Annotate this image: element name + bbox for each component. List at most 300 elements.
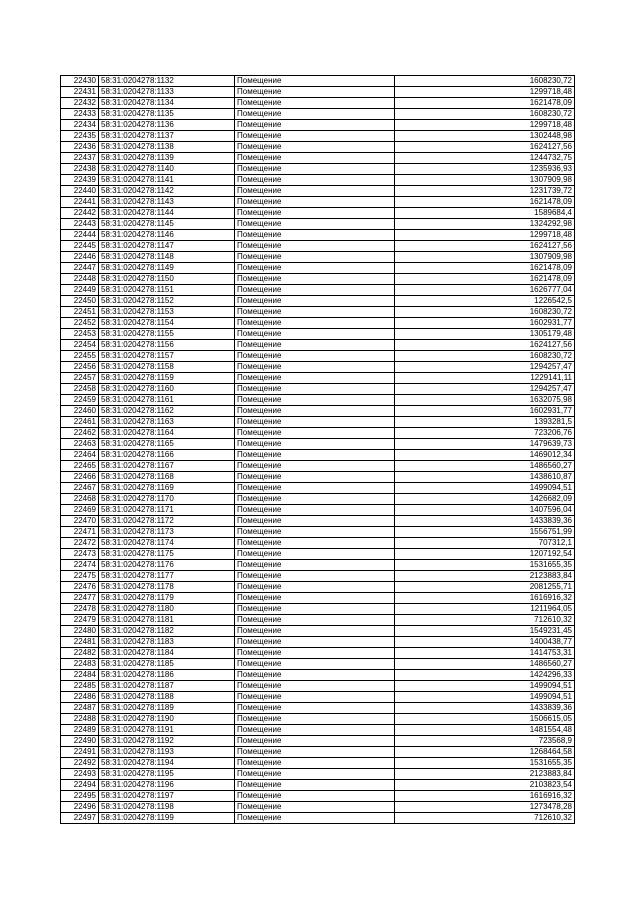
object-type-cell: Помещение bbox=[235, 329, 395, 340]
table-row bbox=[61, 329, 575, 340]
cadastral-value-cell: 1621478,09 bbox=[395, 197, 575, 208]
table-row bbox=[61, 285, 575, 296]
object-type-cell: Помещение bbox=[235, 164, 395, 175]
cadastral-number-cell: 58:31:0204278:1195 bbox=[99, 769, 235, 780]
object-type-cell: Помещение bbox=[235, 604, 395, 615]
row-number-cell: 22437 bbox=[61, 153, 99, 164]
cadastral-value-cell: 1294257,47 bbox=[395, 362, 575, 373]
cadastral-number-cell: 58:31:0204278:1171 bbox=[99, 505, 235, 516]
cadastral-value-cell: 1305179,48 bbox=[395, 329, 575, 340]
object-type-cell: Помещение bbox=[235, 791, 395, 802]
cadastral-number-cell: 58:31:0204278:1161 bbox=[99, 395, 235, 406]
row-number-cell: 22453 bbox=[61, 329, 99, 340]
cadastral-value-cell: 1400438,77 bbox=[395, 637, 575, 648]
cadastral-number-cell: 58:31:0204278:1157 bbox=[99, 351, 235, 362]
table-row bbox=[61, 648, 575, 659]
cadastral-value-cell: 1299718,48 bbox=[395, 230, 575, 241]
row-number-cell: 22482 bbox=[61, 648, 99, 659]
object-type-cell: Помещение bbox=[235, 769, 395, 780]
cadastral-value-cell: 1231739,72 bbox=[395, 186, 575, 197]
table-row bbox=[61, 76, 575, 87]
cadastral-value-cell: 1433839,36 bbox=[395, 516, 575, 527]
table-row bbox=[61, 736, 575, 747]
table-row bbox=[61, 494, 575, 505]
cadastral-value-cell: 1479639,73 bbox=[395, 439, 575, 450]
cadastral-value-cell: 1506615,05 bbox=[395, 714, 575, 725]
cadastral-number-cell: 58:31:0204278:1194 bbox=[99, 758, 235, 769]
cadastral-number-cell: 58:31:0204278:1166 bbox=[99, 450, 235, 461]
table-row bbox=[61, 175, 575, 186]
table-row bbox=[61, 307, 575, 318]
row-number-cell: 22472 bbox=[61, 538, 99, 549]
object-type-cell: Помещение bbox=[235, 274, 395, 285]
table-row bbox=[61, 153, 575, 164]
object-type-cell: Помещение bbox=[235, 571, 395, 582]
table-row bbox=[61, 582, 575, 593]
cadastral-value-cell: 1481554,48 bbox=[395, 725, 575, 736]
row-number-cell: 22442 bbox=[61, 208, 99, 219]
row-number-cell: 22488 bbox=[61, 714, 99, 725]
cadastral-value-cell: 1268464,58 bbox=[395, 747, 575, 758]
table-row bbox=[61, 549, 575, 560]
cadastral-number-cell: 58:31:0204278:1149 bbox=[99, 263, 235, 274]
table-row bbox=[61, 252, 575, 263]
cadastral-number-cell: 58:31:0204278:1165 bbox=[99, 439, 235, 450]
object-type-cell: Помещение bbox=[235, 76, 395, 87]
row-number-cell: 22457 bbox=[61, 373, 99, 384]
cadastral-value-cell: 1589684,4 bbox=[395, 208, 575, 219]
cadastral-number-cell: 58:31:0204278:1160 bbox=[99, 384, 235, 395]
cadastral-value-cell: 1486560,27 bbox=[395, 461, 575, 472]
cadastral-value-cell: 1632075,98 bbox=[395, 395, 575, 406]
table-row bbox=[61, 659, 575, 670]
row-number-cell: 22493 bbox=[61, 769, 99, 780]
row-number-cell: 22454 bbox=[61, 340, 99, 351]
cadastral-number-cell: 58:31:0204278:1192 bbox=[99, 736, 235, 747]
cadastral-value-cell: 2103823,54 bbox=[395, 780, 575, 791]
object-type-cell: Помещение bbox=[235, 516, 395, 527]
object-type-cell: Помещение bbox=[235, 208, 395, 219]
table-row bbox=[61, 670, 575, 681]
cadastral-value-cell: 712610,32 bbox=[395, 813, 575, 824]
table-row bbox=[61, 439, 575, 450]
table-row bbox=[61, 780, 575, 791]
cadastral-value-cell: 1499094,51 bbox=[395, 681, 575, 692]
table-row bbox=[61, 692, 575, 703]
object-type-cell: Помещение bbox=[235, 494, 395, 505]
cadastral-number-cell: 58:31:0204278:1142 bbox=[99, 186, 235, 197]
object-type-cell: Помещение bbox=[235, 692, 395, 703]
cadastral-value-cell: 1531655,35 bbox=[395, 560, 575, 571]
cadastral-value-cell: 1621478,09 bbox=[395, 98, 575, 109]
object-type-cell: Помещение bbox=[235, 505, 395, 516]
row-number-cell: 22432 bbox=[61, 98, 99, 109]
object-type-cell: Помещение bbox=[235, 219, 395, 230]
object-type-cell: Помещение bbox=[235, 131, 395, 142]
table-row bbox=[61, 417, 575, 428]
object-type-cell: Помещение bbox=[235, 659, 395, 670]
cadastral-value-cell: 1393281,5 bbox=[395, 417, 575, 428]
cadastral-value-cell: 1549231,45 bbox=[395, 626, 575, 637]
table-row bbox=[61, 274, 575, 285]
row-number-cell: 22492 bbox=[61, 758, 99, 769]
cadastral-number-cell: 58:31:0204278:1174 bbox=[99, 538, 235, 549]
object-type-cell: Помещение bbox=[235, 615, 395, 626]
cadastral-value-cell: 1621478,09 bbox=[395, 263, 575, 274]
table-row bbox=[61, 120, 575, 131]
cadastral-number-cell: 58:31:0204278:1136 bbox=[99, 120, 235, 131]
row-number-cell: 22434 bbox=[61, 120, 99, 131]
object-type-cell: Помещение bbox=[235, 637, 395, 648]
cadastral-number-cell: 58:31:0204278:1199 bbox=[99, 813, 235, 824]
cadastral-number-cell: 58:31:0204278:1173 bbox=[99, 527, 235, 538]
table-row bbox=[61, 98, 575, 109]
cadastral-number-cell: 58:31:0204278:1140 bbox=[99, 164, 235, 175]
row-number-cell: 22449 bbox=[61, 285, 99, 296]
table-row bbox=[61, 373, 575, 384]
table-row bbox=[61, 560, 575, 571]
table-row bbox=[61, 791, 575, 802]
cadastral-number-cell: 58:31:0204278:1159 bbox=[99, 373, 235, 384]
cadastral-value-cell: 2123883,84 bbox=[395, 769, 575, 780]
cadastral-number-cell: 58:31:0204278:1134 bbox=[99, 98, 235, 109]
cadastral-number-cell: 58:31:0204278:1168 bbox=[99, 472, 235, 483]
cadastral-value-cell: 1608230,72 bbox=[395, 109, 575, 120]
row-number-cell: 22431 bbox=[61, 87, 99, 98]
table-row bbox=[61, 769, 575, 780]
object-type-cell: Помещение bbox=[235, 384, 395, 395]
object-type-cell: Помещение bbox=[235, 109, 395, 120]
table-row bbox=[61, 318, 575, 329]
table-row bbox=[61, 626, 575, 637]
table-row bbox=[61, 263, 575, 274]
table-row bbox=[61, 505, 575, 516]
row-number-cell: 22447 bbox=[61, 263, 99, 274]
cadastral-value-cell: 1235936,93 bbox=[395, 164, 575, 175]
cadastral-number-cell: 58:31:0204278:1198 bbox=[99, 802, 235, 813]
table-row bbox=[61, 472, 575, 483]
row-number-cell: 22470 bbox=[61, 516, 99, 527]
object-type-cell: Помещение bbox=[235, 736, 395, 747]
cadastral-number-cell: 58:31:0204278:1158 bbox=[99, 362, 235, 373]
cadastral-number-cell: 58:31:0204278:1176 bbox=[99, 560, 235, 571]
row-number-cell: 22435 bbox=[61, 131, 99, 142]
cadastral-number-cell: 58:31:0204278:1167 bbox=[99, 461, 235, 472]
object-type-cell: Помещение bbox=[235, 648, 395, 659]
object-type-cell: Помещение bbox=[235, 527, 395, 538]
row-number-cell: 22465 bbox=[61, 461, 99, 472]
row-number-cell: 22486 bbox=[61, 692, 99, 703]
cadastral-number-cell: 58:31:0204278:1133 bbox=[99, 87, 235, 98]
object-type-cell: Помещение bbox=[235, 439, 395, 450]
cadastral-value-cell: 712610,32 bbox=[395, 615, 575, 626]
row-number-cell: 22480 bbox=[61, 626, 99, 637]
object-type-cell: Помещение bbox=[235, 406, 395, 417]
cadastral-value-cell: 707312,1 bbox=[395, 538, 575, 549]
row-number-cell: 22489 bbox=[61, 725, 99, 736]
row-number-cell: 22460 bbox=[61, 406, 99, 417]
cadastral-value-cell: 1624127,56 bbox=[395, 241, 575, 252]
table-row bbox=[61, 208, 575, 219]
row-number-cell: 22483 bbox=[61, 659, 99, 670]
cadastral-value-cell: 1616916,32 bbox=[395, 593, 575, 604]
table-row bbox=[61, 351, 575, 362]
cadastral-number-cell: 58:31:0204278:1151 bbox=[99, 285, 235, 296]
table-row bbox=[61, 516, 575, 527]
row-number-cell: 22497 bbox=[61, 813, 99, 824]
object-type-cell: Помещение bbox=[235, 263, 395, 274]
object-type-cell: Помещение bbox=[235, 483, 395, 494]
object-type-cell: Помещение bbox=[235, 175, 395, 186]
cadastral-value-cell: 1499094,51 bbox=[395, 692, 575, 703]
object-type-cell: Помещение bbox=[235, 670, 395, 681]
row-number-cell: 22469 bbox=[61, 505, 99, 516]
cadastral-value-cell: 1299718,48 bbox=[395, 87, 575, 98]
cadastral-number-cell: 58:31:0204278:1185 bbox=[99, 659, 235, 670]
row-number-cell: 22443 bbox=[61, 219, 99, 230]
cadastral-number-cell: 58:31:0204278:1153 bbox=[99, 307, 235, 318]
cadastral-number-cell: 58:31:0204278:1138 bbox=[99, 142, 235, 153]
cadastral-number-cell: 58:31:0204278:1154 bbox=[99, 318, 235, 329]
object-type-cell: Помещение bbox=[235, 780, 395, 791]
cadastral-value-cell: 1602931,77 bbox=[395, 318, 575, 329]
cadastral-number-cell: 58:31:0204278:1143 bbox=[99, 197, 235, 208]
row-number-cell: 22448 bbox=[61, 274, 99, 285]
table-row bbox=[61, 384, 575, 395]
cadastral-value-cell: 1307909,98 bbox=[395, 175, 575, 186]
object-type-cell: Помещение bbox=[235, 241, 395, 252]
cadastral-number-cell: 58:31:0204278:1147 bbox=[99, 241, 235, 252]
row-number-cell: 22430 bbox=[61, 76, 99, 87]
cadastral-number-cell: 58:31:0204278:1197 bbox=[99, 791, 235, 802]
cadastral-value-cell: 1426682,09 bbox=[395, 494, 575, 505]
cadastral-value-cell: 1207192,54 bbox=[395, 549, 575, 560]
table-row bbox=[61, 406, 575, 417]
row-number-cell: 22458 bbox=[61, 384, 99, 395]
cadastral-value-cell: 1486560,27 bbox=[395, 659, 575, 670]
row-number-cell: 22456 bbox=[61, 362, 99, 373]
row-number-cell: 22452 bbox=[61, 318, 99, 329]
table-row bbox=[61, 813, 575, 824]
cadastral-value-cell: 1324292,98 bbox=[395, 219, 575, 230]
cadastral-value-cell: 1307909,98 bbox=[395, 252, 575, 263]
cadastral-value-cell: 1229141,11 bbox=[395, 373, 575, 384]
row-number-cell: 22451 bbox=[61, 307, 99, 318]
row-number-cell: 22474 bbox=[61, 560, 99, 571]
object-type-cell: Помещение bbox=[235, 813, 395, 824]
cadastral-number-cell: 58:31:0204278:1189 bbox=[99, 703, 235, 714]
cadastral-number-cell: 58:31:0204278:1170 bbox=[99, 494, 235, 505]
table-row bbox=[61, 681, 575, 692]
table-row bbox=[61, 461, 575, 472]
row-number-cell: 22476 bbox=[61, 582, 99, 593]
cadastral-value-cell: 2123883,84 bbox=[395, 571, 575, 582]
cadastral-number-cell: 58:31:0204278:1183 bbox=[99, 637, 235, 648]
row-number-cell: 22462 bbox=[61, 428, 99, 439]
cadastral-number-cell: 58:31:0204278:1191 bbox=[99, 725, 235, 736]
row-number-cell: 22463 bbox=[61, 439, 99, 450]
cadastral-value-cell: 1302448,98 bbox=[395, 131, 575, 142]
cadastral-number-cell: 58:31:0204278:1137 bbox=[99, 131, 235, 142]
cadastral-number-cell: 58:31:0204278:1162 bbox=[99, 406, 235, 417]
cadastral-number-cell: 58:31:0204278:1145 bbox=[99, 219, 235, 230]
row-number-cell: 22490 bbox=[61, 736, 99, 747]
registry-table-body bbox=[61, 76, 575, 824]
table-row bbox=[61, 109, 575, 120]
cadastral-number-cell: 58:31:0204278:1155 bbox=[99, 329, 235, 340]
object-type-cell: Помещение bbox=[235, 714, 395, 725]
row-number-cell: 22441 bbox=[61, 197, 99, 208]
table-row bbox=[61, 230, 575, 241]
object-type-cell: Помещение bbox=[235, 153, 395, 164]
cadastral-number-cell: 58:31:0204278:1169 bbox=[99, 483, 235, 494]
row-number-cell: 22444 bbox=[61, 230, 99, 241]
cadastral-value-cell: 1433839,36 bbox=[395, 703, 575, 714]
row-number-cell: 22473 bbox=[61, 549, 99, 560]
row-number-cell: 22496 bbox=[61, 802, 99, 813]
row-number-cell: 22466 bbox=[61, 472, 99, 483]
table-row bbox=[61, 296, 575, 307]
cadastral-number-cell: 58:31:0204278:1193 bbox=[99, 747, 235, 758]
object-type-cell: Помещение bbox=[235, 450, 395, 461]
row-number-cell: 22491 bbox=[61, 747, 99, 758]
object-type-cell: Помещение bbox=[235, 285, 395, 296]
cadastral-number-cell: 58:31:0204278:1152 bbox=[99, 296, 235, 307]
cadastral-value-cell: 723206,76 bbox=[395, 428, 575, 439]
row-number-cell: 22445 bbox=[61, 241, 99, 252]
cadastral-value-cell: 1626777,04 bbox=[395, 285, 575, 296]
table-row bbox=[61, 714, 575, 725]
row-number-cell: 22438 bbox=[61, 164, 99, 175]
object-type-cell: Помещение bbox=[235, 362, 395, 373]
cadastral-number-cell: 58:31:0204278:1182 bbox=[99, 626, 235, 637]
object-type-cell: Помещение bbox=[235, 538, 395, 549]
cadastral-number-cell: 58:31:0204278:1172 bbox=[99, 516, 235, 527]
row-number-cell: 22487 bbox=[61, 703, 99, 714]
row-number-cell: 22485 bbox=[61, 681, 99, 692]
cadastral-number-cell: 58:31:0204278:1148 bbox=[99, 252, 235, 263]
table-row bbox=[61, 725, 575, 736]
table-row bbox=[61, 219, 575, 230]
row-number-cell: 22440 bbox=[61, 186, 99, 197]
cadastral-value-cell: 723568,9 bbox=[395, 736, 575, 747]
cadastral-value-cell: 1469012,34 bbox=[395, 450, 575, 461]
object-type-cell: Помещение bbox=[235, 395, 395, 406]
object-type-cell: Помещение bbox=[235, 296, 395, 307]
table-row bbox=[61, 747, 575, 758]
cadastral-value-cell: 1556751,99 bbox=[395, 527, 575, 538]
table-row bbox=[61, 483, 575, 494]
cadastral-number-cell: 58:31:0204278:1139 bbox=[99, 153, 235, 164]
row-number-cell: 22459 bbox=[61, 395, 99, 406]
cadastral-value-cell: 1407596,04 bbox=[395, 505, 575, 516]
cadastral-value-cell: 1624127,56 bbox=[395, 340, 575, 351]
row-number-cell: 22479 bbox=[61, 615, 99, 626]
row-number-cell: 22475 bbox=[61, 571, 99, 582]
cadastral-number-cell: 58:31:0204278:1196 bbox=[99, 780, 235, 791]
cadastral-value-cell: 1438610,87 bbox=[395, 472, 575, 483]
table-row bbox=[61, 571, 575, 582]
object-type-cell: Помещение bbox=[235, 560, 395, 571]
object-type-cell: Помещение bbox=[235, 747, 395, 758]
object-type-cell: Помещение bbox=[235, 98, 395, 109]
row-number-cell: 22495 bbox=[61, 791, 99, 802]
row-number-cell: 22450 bbox=[61, 296, 99, 307]
cadastral-value-cell: 1226542,5 bbox=[395, 296, 575, 307]
table-row bbox=[61, 87, 575, 98]
cadastral-number-cell: 58:31:0204278:1178 bbox=[99, 582, 235, 593]
row-number-cell: 22455 bbox=[61, 351, 99, 362]
object-type-cell: Помещение bbox=[235, 318, 395, 329]
cadastral-value-cell: 1244732,75 bbox=[395, 153, 575, 164]
cadastral-number-cell: 58:31:0204278:1156 bbox=[99, 340, 235, 351]
object-type-cell: Помещение bbox=[235, 626, 395, 637]
cadastral-value-cell: 1608230,72 bbox=[395, 307, 575, 318]
object-type-cell: Помещение bbox=[235, 340, 395, 351]
table-row bbox=[61, 395, 575, 406]
cadastral-number-cell: 58:31:0204278:1135 bbox=[99, 109, 235, 120]
cadastral-number-cell: 58:31:0204278:1188 bbox=[99, 692, 235, 703]
cadastral-number-cell: 58:31:0204278:1180 bbox=[99, 604, 235, 615]
object-type-cell: Помещение bbox=[235, 461, 395, 472]
table-row bbox=[61, 186, 575, 197]
row-number-cell: 22477 bbox=[61, 593, 99, 604]
object-type-cell: Помещение bbox=[235, 373, 395, 384]
table-row bbox=[61, 538, 575, 549]
row-number-cell: 22433 bbox=[61, 109, 99, 120]
object-type-cell: Помещение bbox=[235, 186, 395, 197]
object-type-cell: Помещение bbox=[235, 142, 395, 153]
cadastral-number-cell: 58:31:0204278:1179 bbox=[99, 593, 235, 604]
cadastral-value-cell: 1624127,56 bbox=[395, 142, 575, 153]
cadastral-value-cell: 1299718,48 bbox=[395, 120, 575, 131]
object-type-cell: Помещение bbox=[235, 197, 395, 208]
object-type-cell: Помещение bbox=[235, 681, 395, 692]
object-type-cell: Помещение bbox=[235, 703, 395, 714]
object-type-cell: Помещение bbox=[235, 582, 395, 593]
cadastral-value-cell: 1414753,31 bbox=[395, 648, 575, 659]
row-number-cell: 22494 bbox=[61, 780, 99, 791]
row-number-cell: 22446 bbox=[61, 252, 99, 263]
cadastral-value-cell: 2081255,71 bbox=[395, 582, 575, 593]
table-row bbox=[61, 593, 575, 604]
table-row bbox=[61, 527, 575, 538]
cadastral-value-cell: 1273478,28 bbox=[395, 802, 575, 813]
object-type-cell: Помещение bbox=[235, 725, 395, 736]
registry-table bbox=[60, 75, 575, 824]
table-row bbox=[61, 164, 575, 175]
table-row bbox=[61, 703, 575, 714]
object-type-cell: Помещение bbox=[235, 549, 395, 560]
cadastral-value-cell: 1294257,47 bbox=[395, 384, 575, 395]
row-number-cell: 22478 bbox=[61, 604, 99, 615]
object-type-cell: Помещение bbox=[235, 593, 395, 604]
cadastral-number-cell: 58:31:0204278:1163 bbox=[99, 417, 235, 428]
cadastral-value-cell: 1621478,09 bbox=[395, 274, 575, 285]
object-type-cell: Помещение bbox=[235, 307, 395, 318]
row-number-cell: 22436 bbox=[61, 142, 99, 153]
row-number-cell: 22481 bbox=[61, 637, 99, 648]
table-row bbox=[61, 637, 575, 648]
cadastral-number-cell: 58:31:0204278:1187 bbox=[99, 681, 235, 692]
table-row bbox=[61, 340, 575, 351]
cadastral-value-cell: 1424296,33 bbox=[395, 670, 575, 681]
table-row bbox=[61, 197, 575, 208]
table-row bbox=[61, 758, 575, 769]
table-row bbox=[61, 428, 575, 439]
table-row bbox=[61, 802, 575, 813]
cadastral-number-cell: 58:31:0204278:1190 bbox=[99, 714, 235, 725]
